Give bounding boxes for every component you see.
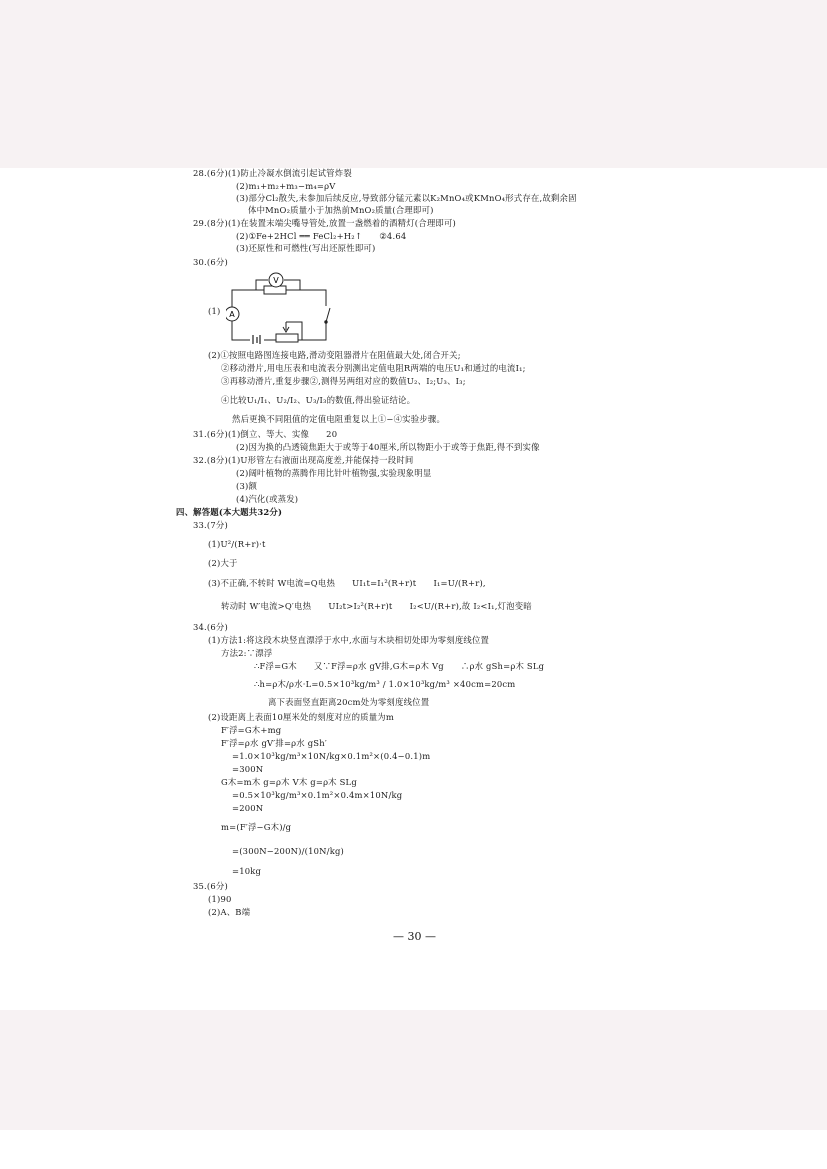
q30-line6: 然后更换不同阻值的定值电阻重复以上①−④实验步骤。 bbox=[232, 414, 446, 424]
switch-icon bbox=[322, 306, 330, 323]
q30-label1: (1) bbox=[208, 306, 221, 316]
q35-head: 35.(6分) bbox=[193, 881, 228, 891]
q34-line15: =(300N−200N)/(10N/kg) bbox=[232, 846, 344, 856]
q33-line2: (2)大于 bbox=[208, 558, 238, 568]
ammeter-label: A bbox=[229, 310, 235, 319]
q32-line4: (4)汽化(或蒸发) bbox=[236, 494, 299, 504]
voltmeter-label: V bbox=[273, 276, 279, 285]
q28-line3: (3)部分Cl₂散失,未参加后续反应,导致部分锰元素以K₂MnO₄或KMnO₄形式存在,故剩余固 bbox=[236, 193, 577, 203]
q34-line9: =1.0×10³kg/m³×10N/kg×0.1m²×(0.4−0.1)m bbox=[232, 751, 431, 761]
rheostat-icon bbox=[276, 322, 302, 342]
page-number: — 30 — bbox=[393, 930, 436, 943]
q33-head: 33.(7分) bbox=[193, 520, 228, 530]
q35-line1: (1)90 bbox=[208, 894, 232, 904]
q34-line3: ∴F浮=G木 又∵F浮=ρ水 gV排,G木=ρ木 Vg ∴ρ水 gSh=ρ木 SLg bbox=[254, 661, 545, 671]
q30-line5: ④比较U₁/I₁、U₂/I₂、U₃/I₃的数值,得出验证结论。 bbox=[221, 395, 416, 405]
q30-line2: (2)①按照电路图连接电路,滑动变阻器滑片在阻值最大处,闭合开关; bbox=[208, 350, 461, 360]
q34-line7: F′浮=G木+mg bbox=[221, 725, 282, 735]
q34-line2: 方法2:∵漂浮 bbox=[221, 648, 273, 658]
q32-line3: (3)额 bbox=[236, 481, 258, 491]
q33-line4: 转动时 W′电流>Q′电热 UI₂t>I₂²(R+r)t I₂<U/(R+r),故 I₂<I₁,灯泡变暗 bbox=[221, 601, 532, 611]
q33-line3: (3)不正确,不转时 W电流=Q电热 UI₁t=I₁²(R+r)t I₁=U/(R+r), bbox=[208, 578, 486, 588]
q34-line8: F′浮=ρ水 gV′排=ρ水 gSh′ bbox=[221, 738, 327, 748]
q34-line12: =0.5×10³kg/m³×0.1m²×0.4m×10N/kg bbox=[232, 790, 403, 800]
q34-line1: (1)方法1:将这段木块竖直漂浮于水中,水面与木块相切处即为零刻度线位置 bbox=[208, 635, 490, 645]
q34-line14: m=(F′浮−G木)/g bbox=[221, 822, 292, 832]
q30-head: 30.(6分) bbox=[193, 257, 228, 267]
battery-icon bbox=[250, 334, 264, 344]
q34-line4: ∴h=ρ木/ρ水·L=0.5×10³kg/m³ / 1.0×10³kg/m³ ×40cm=20cm bbox=[254, 679, 516, 689]
q30-line3: ②移动滑片,用电压表和电流表分别测出定值电阻R两端的电压U₁和通过的电流I₁; bbox=[221, 363, 526, 373]
q29-line2: (2)①Fe+2HCl ══ FeCl₂+H₂↑ ②4.64 bbox=[236, 231, 407, 241]
q30-line4: ③再移动滑片,重复步骤②,测得另两组对应的数值U₂、I₂;U₃、I₃; bbox=[221, 376, 466, 386]
q28-line2: (2)m₁+m₂+m₃−m₄=ρV bbox=[236, 181, 336, 191]
q34-line6: (2)设距离上表面10厘米处的刻度对应的质量为m bbox=[208, 712, 395, 722]
circuit-diagram bbox=[226, 268, 338, 344]
q34-line5: 离下表面竖直距离20cm处为零刻度线位置 bbox=[268, 697, 430, 707]
q28-line4: 体中MnO₂质量小于加热前MnO₂质量(合理即可) bbox=[248, 205, 434, 215]
section-heading: 四、解答题(本大题共32分) bbox=[176, 507, 283, 517]
q35-line2: (2)A、B端 bbox=[208, 907, 251, 917]
q31-line2: (2)因为换的凸透镜焦距大于或等于40厘米,所以物距小于或等于焦距,得不到实像 bbox=[236, 442, 540, 452]
q29-line3: (3)还原性和可燃性(写出还原性即可) bbox=[236, 243, 376, 253]
q33-line1: (1)U²/(R+r)·t bbox=[208, 539, 266, 549]
q34-line10: =300N bbox=[232, 764, 264, 774]
q31-head: 31.(6分)(1)倒立、等大、实像 20 bbox=[193, 429, 338, 439]
q34-line11: G木=m木 g=ρ木 V木 g=ρ木 SLg bbox=[221, 777, 357, 787]
q29-head: 29.(8分)(1)在装置末端尖嘴导管处,放置一盏燃着的酒精灯(合理即可) bbox=[193, 218, 457, 228]
q28-head: 28.(6分)(1)防止冷凝水倒流引起试管炸裂 bbox=[193, 168, 352, 178]
q32-line2: (2)阔叶植物的蒸腾作用比针叶植物强,实验现象明显 bbox=[236, 468, 432, 478]
q34-line16: =10kg bbox=[232, 866, 262, 876]
circuit-wire bbox=[232, 290, 326, 340]
q34-head: 34.(6分) bbox=[193, 622, 228, 632]
q32-head: 32.(8分)(1)U形管左右液面出现高度差,并能保持一段时间 bbox=[193, 455, 414, 465]
q34-line13: =200N bbox=[232, 803, 264, 813]
